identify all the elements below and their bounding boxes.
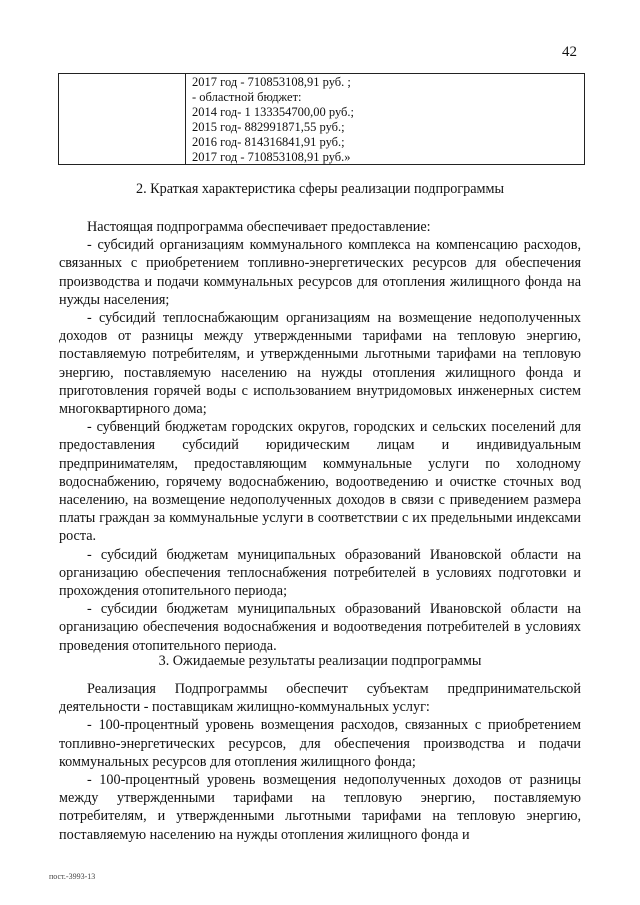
- budget-line: 2014 год- 1 133354700,00 руб.;: [192, 105, 354, 119]
- budget-line: 2016 год- 814316841,91 руб.;: [192, 135, 345, 149]
- paragraph: - 100-процентный уровень возмещения расходов, связанных с приобретением топливно-энергетических ресурсов, для обеспечения производства и подачи коммунальных ресурсов для отопления жилищного фонда;: [59, 717, 581, 770]
- section2-heading: 2. Краткая характеристика сферы реализации подпрограммы: [135, 181, 504, 197]
- section3-body: [59, 680, 581, 844]
- paragraph: - субсидий теплоснабжающим организациям на возмещение недополученных доходов от разницы между утвержденными тарифами на тепловую энергию, поставляемую потребителям, и утвержденными льготными тарифами на тепловую энергию, поставляемую населению на нужды отопления жилищного фонда и приготовления горячей воды с использованием внутридомовых инженерных систем многоквартирного дома;: [59, 310, 581, 418]
- budget-line: 2017 год - 710853108,91 руб.»: [192, 150, 351, 164]
- paragraph: - субвенций бюджетам городских округов, городских и сельских поселений для предоставления субсидий юридическим лицам и индивидуальным предпринимателям, предоставляющим коммунальные услуги по холодному водоснабжению, горячему водоснабжению, водоотведению и очистке сточных вод населению, на возмещение недополученных доходов в связи с приведением размера платы граждан за коммунальные услуги в соответствии с их предельными индексами роста.: [59, 419, 581, 545]
- budget-line: 2015 год- 882991871,55 руб.;: [192, 120, 345, 134]
- paragraph: - субсидии бюджетам муниципальных образований Ивановской области на организацию обеспечения водоснабжения и водоотведения потребителей в условиях проведения отопительного периода.: [59, 601, 581, 654]
- section2-body: [59, 218, 581, 655]
- page-number: 42: [562, 44, 577, 60]
- budget-line: - областной бюджет:: [192, 90, 302, 104]
- table-column-divider: [185, 74, 186, 164]
- budget-line: 2017 год - 710853108,91 руб. ;: [192, 75, 351, 89]
- budget-table: [58, 73, 585, 165]
- paragraph: - субсидий бюджетам муниципальных образований Ивановской области на организацию обеспечения теплоснабжения потребителей в условиях подготовки и прохождения отопительного периода;: [59, 546, 581, 600]
- section3-heading: 3. Ожидаемые результаты реализации подпрограммы: [158, 653, 482, 669]
- footer-code: пост.-3993-13: [49, 872, 96, 881]
- paragraph: Настоящая подпрограмма обеспечивает предоставление:: [87, 219, 431, 235]
- paragraph: - субсидий организациям коммунального комплекса на компенсацию расходов, связанных с приобретением топливно-энергетических ресурсов для обеспечения производства и подачи коммунальных ресурсов для отопления жилищного фонда на нужды населения;: [59, 237, 581, 308]
- budget-lines: [192, 75, 354, 165]
- paragraph: Реализация Подпрограммы обеспечит субъектам предпринимательской деятельности - поставщикам жилищно-коммунальных услуг:: [59, 681, 581, 716]
- paragraph: - 100-процентный уровень возмещения недополученных доходов от разницы между утвержденными тарифами на тепловую энергию, поставляемую потребителям, и утвержденными льготными тарифами на тепловую энергию, поставляемую населению на нужды отопления жилищного фонда и: [59, 772, 581, 843]
